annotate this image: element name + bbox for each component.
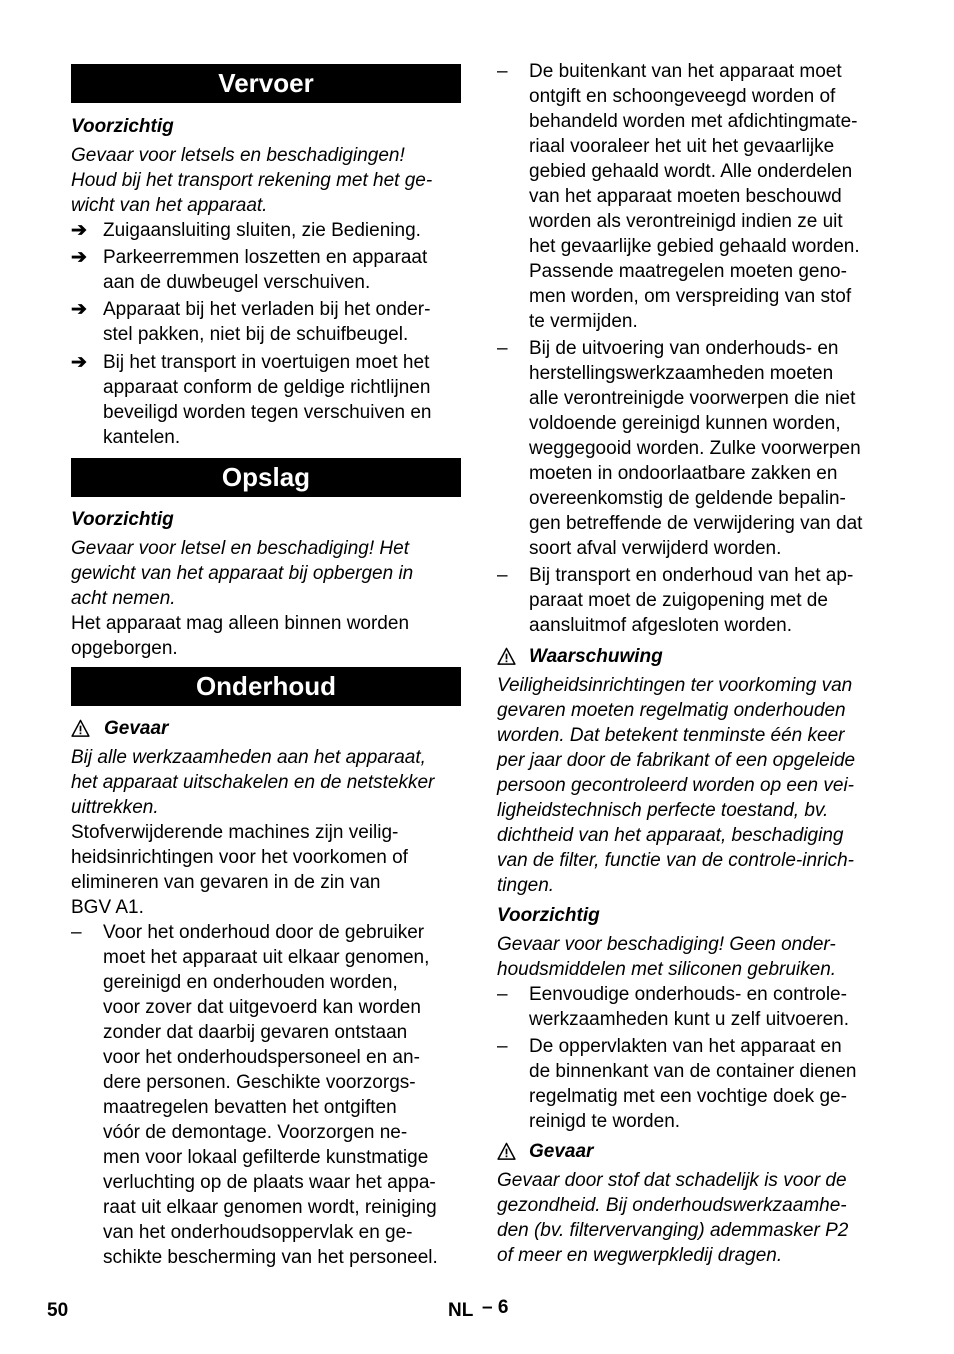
list-line: raat uit elkaar genomen wordt, reiniging	[103, 1197, 437, 1218]
arrow-right-icon: ➔	[71, 247, 87, 268]
dash-bullet: –	[497, 338, 508, 359]
caution-text-line: Houd bij het transport rekening met het ge-	[71, 170, 433, 191]
step-line: kantelen.	[103, 427, 181, 448]
body-line: BGV A1.	[71, 897, 144, 918]
list-line: weggegooid worden. Zulke voorwerpen	[529, 438, 861, 459]
danger-text-line: of meer en wegwerpkledij dragen.	[497, 1245, 783, 1266]
list-line: maatregelen bevatten het ontgiften	[103, 1097, 397, 1118]
list-line: ontgift en schoongeveegd worden of	[529, 86, 836, 107]
step-line: Apparaat bij het verladen bij het onder-	[103, 299, 431, 320]
language-code: NL	[448, 1300, 474, 1321]
list-line: schikte bescherming van het personeel.	[103, 1247, 438, 1268]
list-line: worden als verontreinigd indien ze uit	[529, 211, 843, 232]
warning-text-line: gevaren moeten regelmatig onderhouden	[497, 700, 846, 721]
list-line: reinigd te worden.	[529, 1111, 681, 1132]
arrow-right-icon: ➔	[71, 220, 87, 241]
step-line: Bij het transport in voertuigen moet het	[103, 352, 430, 373]
danger-text-line: uittrekken.	[71, 797, 159, 818]
danger-label: Gevaar	[529, 1141, 594, 1162]
list-line: voor zover dat uitgevoerd kan worden	[103, 997, 421, 1018]
list-line: voldoende gereinigd kunnen worden,	[529, 413, 841, 434]
warning-text-line: van de filter, functie van de controle-inrich-	[497, 850, 854, 871]
list-line: Bij de uitvoering van onderhouds- en	[529, 338, 839, 359]
warning-text-line: persoon gecontroleerd worden op een vei-	[497, 775, 855, 796]
warning-text-line: ligheidstechnisch perfecte toestand, bv.	[497, 800, 829, 821]
list-line: aansluitmof afgesloten worden.	[529, 615, 792, 636]
warning-text-line: worden. Dat betekent tenminste één keer	[497, 725, 845, 746]
list-line: soort afval verwijderd worden.	[529, 538, 782, 559]
list-line: behandeld worden met afdichtingmate-	[529, 111, 858, 132]
heading-vervoer: Vervoer	[71, 64, 461, 103]
list-line: de binnenkant van de container dienen	[529, 1061, 857, 1082]
heading-opslag: Opslag	[71, 458, 461, 497]
danger-text-line: den (bv. filtervervanging) ademmasker P2	[497, 1220, 849, 1241]
list-line: zonder dat daarbij gevaren ontstaan	[103, 1022, 408, 1043]
dash-bullet: –	[497, 984, 508, 1005]
danger-text-line: gezondheid. Bij onderhoudswerkzaamhe-	[497, 1195, 847, 1216]
list-line: dere personen. Geschikte voorzorgs-	[103, 1072, 416, 1093]
step-line: stel pakken, niet bij de schuifbeugel.	[103, 324, 409, 345]
list-line: voor het onderhoudspersoneel en an-	[103, 1047, 420, 1068]
list-line: alle verontreinigde voorwerpen die niet	[529, 388, 856, 409]
page-number: 50	[47, 1300, 69, 1321]
list-line: moet het apparaat uit elkaar genomen,	[103, 947, 430, 968]
caution-label: Voorzichtig	[71, 509, 174, 530]
list-line: men worden, om verspreiding van stof	[529, 286, 852, 307]
step-line: apparaat conform de geldige richtlijnen	[103, 377, 431, 398]
list-line: Passende maatregelen moeten geno-	[529, 261, 847, 282]
arrow-right-icon: ➔	[71, 299, 87, 320]
warning-text-line: per jaar door de fabrikant of een opgeleide	[497, 750, 856, 771]
caution-label: Voorzichtig	[497, 905, 600, 926]
caution-label: Voorzichtig	[71, 116, 174, 137]
warning-triangle-icon	[497, 647, 516, 666]
step-line: Parkeerremmen loszetten en apparaat	[103, 247, 428, 268]
body-line: heidsinrichtingen voor het voorkomen of	[71, 847, 408, 868]
list-line: Bij transport en onderhoud van het ap-	[529, 565, 854, 586]
list-line: overeenkomstig de geldende bepalin-	[529, 488, 846, 509]
caution-text-line: Gevaar voor letsel en beschadiging! Het	[71, 538, 409, 559]
list-line: moeten in ondoorlaatbare zakken en	[529, 463, 838, 484]
list-line: te vermijden.	[529, 311, 638, 332]
danger-label: Gevaar	[104, 718, 169, 739]
list-line: van het apparaat moeten beschouwd	[529, 186, 842, 207]
warning-label: Waarschuwing	[529, 646, 663, 667]
step-line: Zuigaansluiting sluiten, zie Bediening.	[103, 220, 421, 241]
list-line: gen betreffende de verwijdering van dat	[529, 513, 863, 534]
caution-text-line: acht nemen.	[71, 588, 176, 609]
list-line: regelmatig met een vochtige doek ge-	[529, 1086, 847, 1107]
list-line: verluchting op de plaats waar het appa-	[103, 1172, 436, 1193]
step-line: aan de duwbeugel verschuiven.	[103, 272, 371, 293]
warning-text-line: Veiligheidsinrichtingen ter voorkoming van	[497, 675, 853, 696]
body-line: Het apparaat mag alleen binnen worden	[71, 613, 410, 634]
caution-text-line: wicht van het apparaat.	[71, 195, 268, 216]
danger-text-line: het apparaat uitschakelen en de netstekker	[71, 772, 435, 793]
caution-text-line: houdsmiddelen met siliconen gebruiken.	[497, 959, 837, 980]
body-line: Stofverwijderende machines zijn veilig-	[71, 822, 399, 843]
body-line: opgeborgen.	[71, 638, 178, 659]
list-line: van het onderhoudsoppervlak en ge-	[103, 1222, 413, 1243]
caution-text-line: Gevaar voor letsels en beschadigingen!	[71, 145, 405, 166]
step-line: beveiligd worden tegen verschuiven en	[103, 402, 432, 423]
body-line: elimineren van gevaren in de zin van	[71, 872, 381, 893]
list-line: men voor lokaal gefilterde kunstmatige	[103, 1147, 429, 1168]
list-line: vóór de demontage. Voorzorgen ne-	[103, 1122, 408, 1143]
list-line: Eenvoudige onderhouds- en controle-	[529, 984, 847, 1005]
list-line: riaal vooraleer het uit het gevaarlijke	[529, 136, 835, 157]
list-line: het gevaarlijke gebied gehaald worden.	[529, 236, 860, 257]
list-line: gebied gehaald wordt. Alle onderdelen	[529, 161, 853, 182]
warning-triangle-icon	[497, 1142, 516, 1161]
dash-bullet: –	[497, 1036, 508, 1057]
dash-bullet: –	[71, 922, 82, 943]
dash-bullet: –	[497, 61, 508, 82]
arrow-right-icon: ➔	[71, 352, 87, 373]
heading-onderhoud: Onderhoud	[71, 667, 461, 706]
danger-text-line: Bij alle werkzaamheden aan het apparaat,	[71, 747, 426, 768]
warning-text-line: tingen.	[497, 875, 555, 896]
list-line: De buitenkant van het apparaat moet	[529, 61, 842, 82]
list-line: paraat moet de zuigopening met de	[529, 590, 828, 611]
caution-text-line: Gevaar voor beschadiging! Geen onder-	[497, 934, 836, 955]
danger-text-line: Gevaar door stof dat schadelijk is voor de	[497, 1170, 847, 1191]
caution-text-line: gewicht van het apparaat bij opbergen in	[71, 563, 414, 584]
sub-page-number: – 6	[482, 1297, 509, 1318]
list-line: De oppervlakten van het apparaat en	[529, 1036, 842, 1057]
warning-triangle-icon	[71, 719, 90, 738]
warning-text-line: dichtheid van het apparaat, beschadiging	[497, 825, 844, 846]
list-line: herstellingswerkzaamheden moeten	[529, 363, 834, 384]
list-line: gereinigd en onderhouden worden,	[103, 972, 398, 993]
list-line: werkzaamheden kunt u zelf uitvoeren.	[529, 1009, 850, 1030]
dash-bullet: –	[497, 565, 508, 586]
list-line: Voor het onderhoud door de gebruiker	[103, 922, 425, 943]
